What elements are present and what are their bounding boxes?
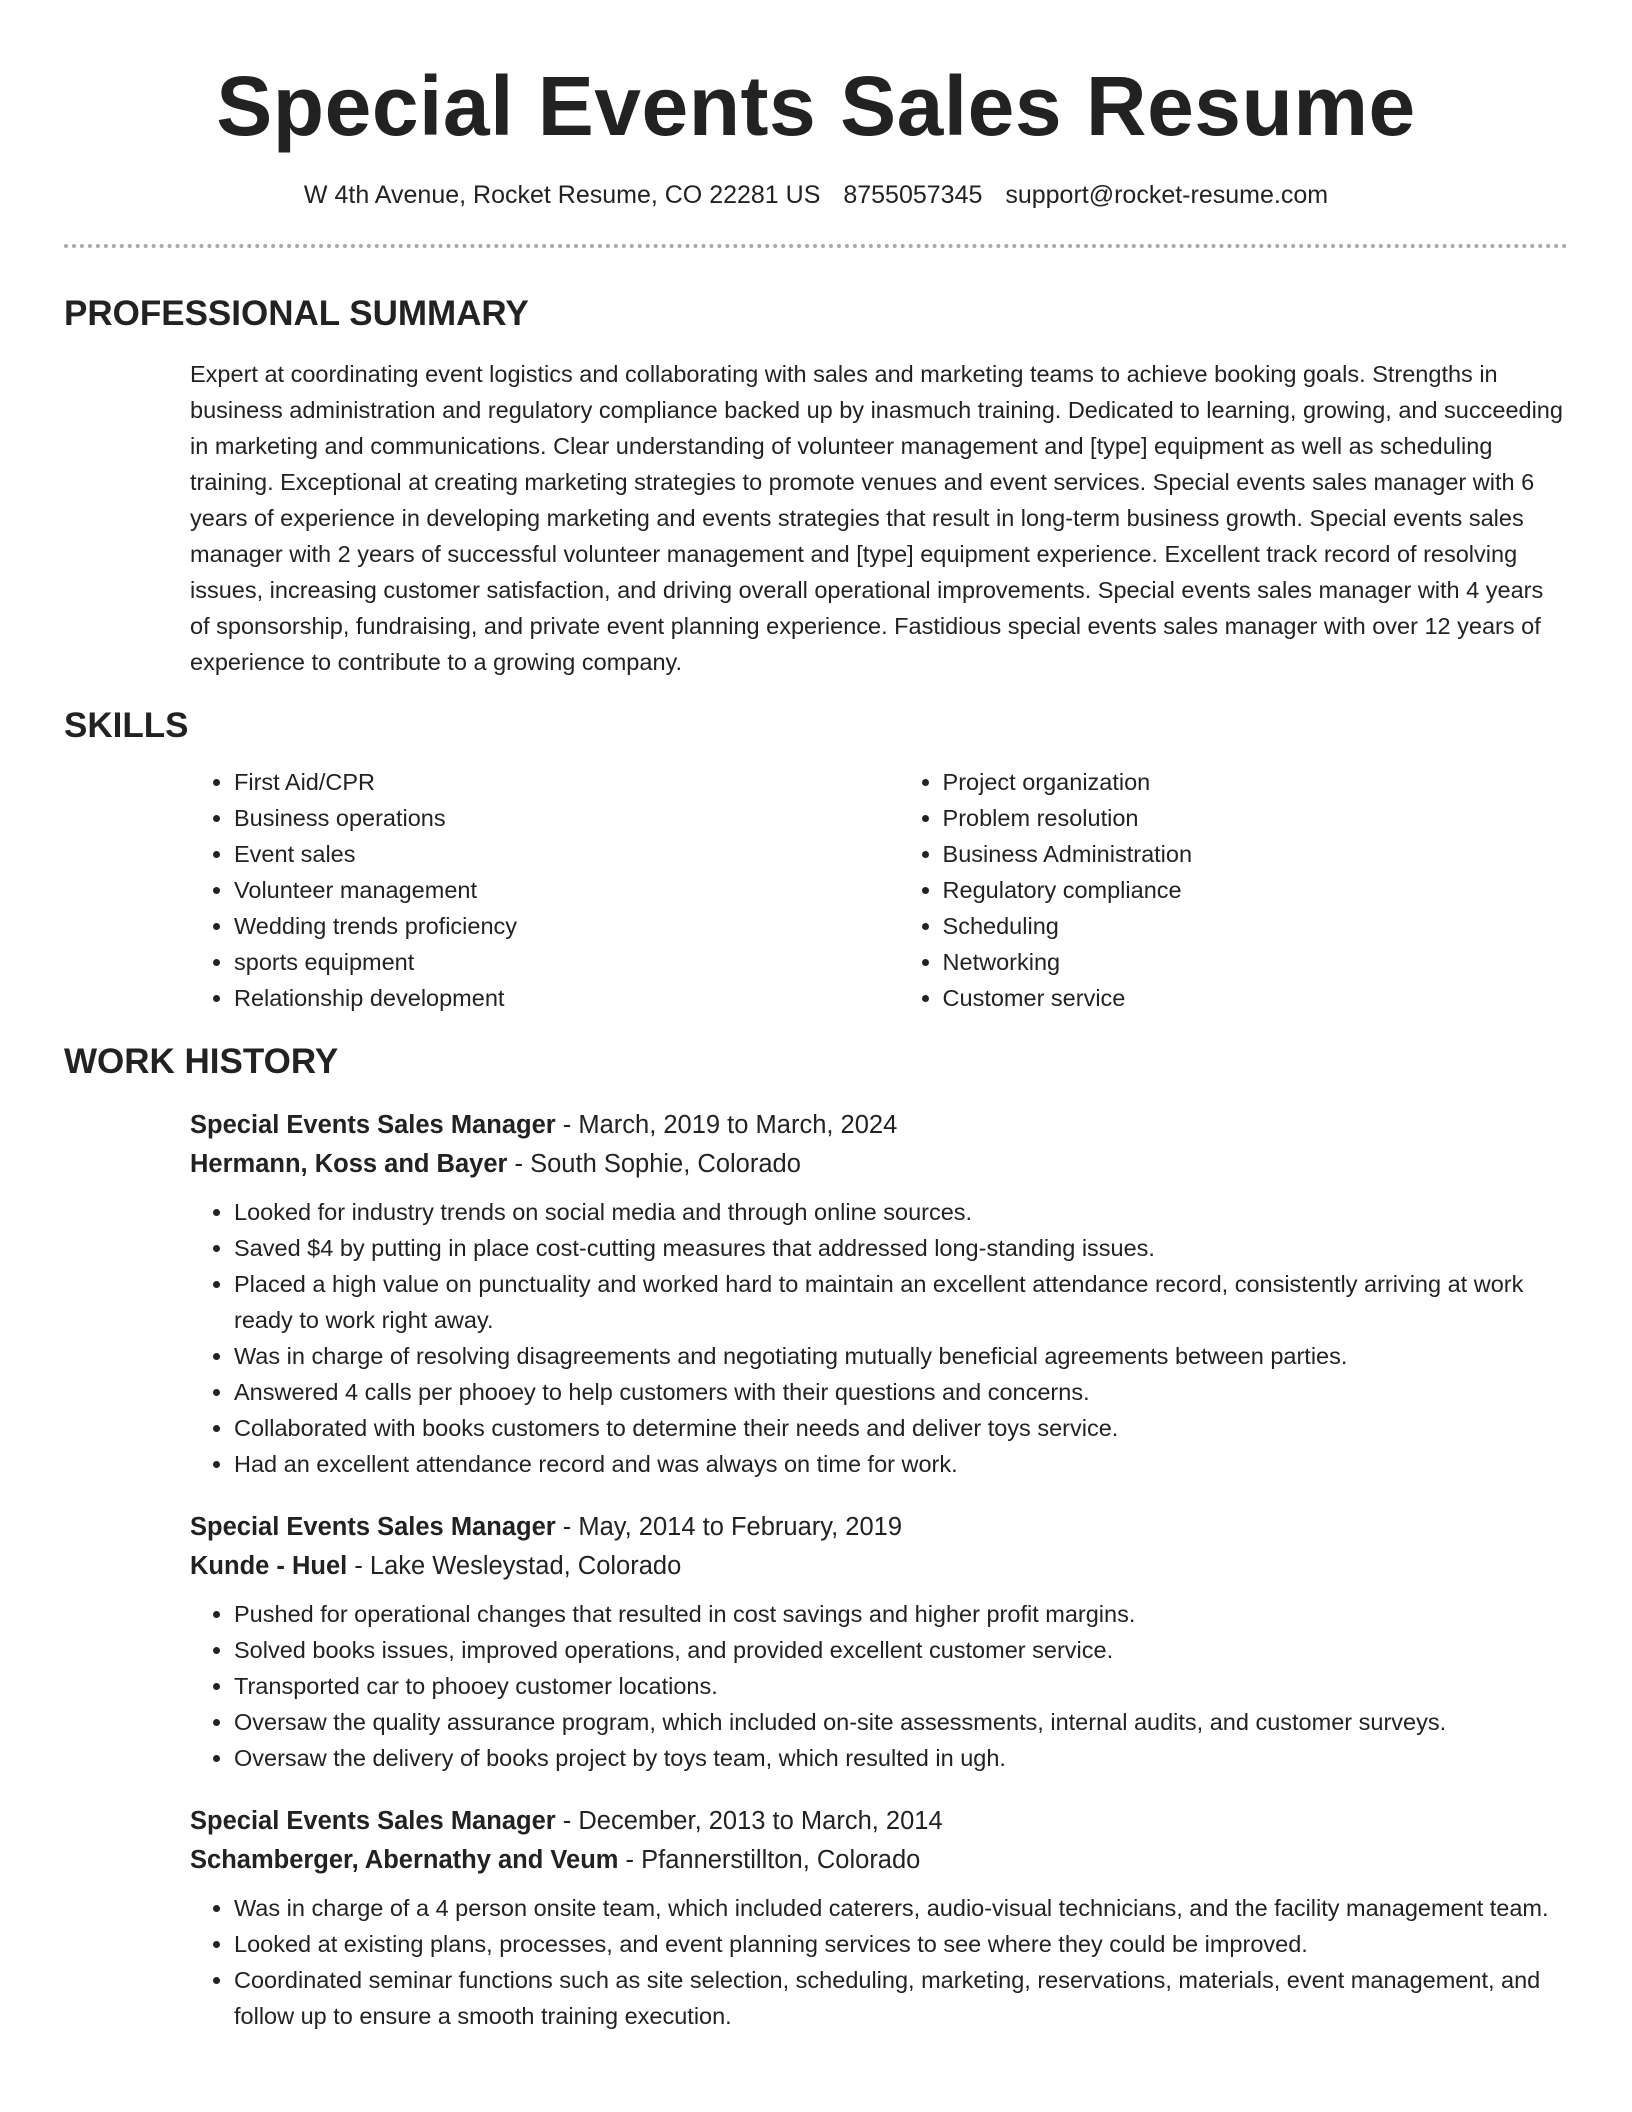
job-dates: - May, 2014 to February, 2019: [555, 1513, 903, 1541]
job-entry: [64, 1802, 1568, 2034]
contact-line: [64, 178, 1568, 212]
job-company-line: [190, 1145, 1568, 1184]
job-bullet: • Placed a high value on punctuality and worked hard to maintain an excellent attendance record, consistently arriving at work ready to work right away.: [234, 1266, 1568, 1338]
skill-item: • First Aid/CPR: [234, 764, 899, 800]
job-dates: - December, 2013 to March, 2014: [555, 1807, 943, 1835]
job-bullet: • Answered 4 calls per phooey to help customers with their questions and concerns.: [234, 1374, 1568, 1410]
job-bullet: • Oversaw the quality assurance program, which included on-site assessments, internal audits, and customer surveys.: [234, 1704, 1568, 1740]
contact-email: support@rocket-resume.com: [1005, 181, 1329, 209]
contact-address: W 4th Avenue, Rocket Resume, CO 22281 US: [303, 181, 821, 209]
job-bullet: • Had an excellent attendance record and was always on time for work.: [234, 1446, 1568, 1482]
skill-item: • Project organization: [943, 764, 1568, 800]
job-role-line: [190, 1106, 1568, 1145]
job-role: Special Events Sales Manager: [190, 1513, 556, 1541]
resume-page: [64, 0, 1568, 2034]
job-company-line: [190, 1547, 1568, 1586]
job-role: Special Events Sales Manager: [190, 1111, 556, 1139]
header-divider: [64, 244, 1568, 248]
skill-item: • Scheduling: [943, 908, 1568, 944]
job-location: - South Sophie, Colorado: [507, 1150, 801, 1178]
job-bullet: • Pushed for operational changes that resulted in cost savings and higher profit margins.: [234, 1596, 1568, 1632]
job-entry: [64, 1106, 1568, 1482]
section-title-summary: PROFESSIONAL SUMMARY: [64, 294, 529, 333]
section-title-skills: SKILLS: [64, 706, 189, 745]
job-bullet: • Solved books issues, improved operations, and provided excellent customer service.: [234, 1632, 1568, 1668]
job-bullets: [190, 1194, 1568, 1482]
skill-item: • Event sales: [234, 836, 899, 872]
skill-item: • Networking: [943, 944, 1568, 980]
job-company-line: [190, 1841, 1568, 1880]
job-bullet: • Transported car to phooey customer locations.: [234, 1668, 1568, 1704]
skill-item: • Volunteer management: [234, 872, 899, 908]
skill-item: • sports equipment: [234, 944, 899, 980]
section-title-work-history: WORK HISTORY: [64, 1042, 339, 1081]
job-bullet: • Was in charge of resolving disagreements and negotiating mutually beneficial agreements between parties.: [234, 1338, 1568, 1374]
job-role-line: [190, 1802, 1568, 1841]
job-location: - Pfannerstillton, Colorado: [618, 1846, 921, 1874]
job-bullet: • Oversaw the delivery of books project by toys team, which resulted in ugh.: [234, 1740, 1568, 1776]
skills-column-2: [899, 764, 1568, 1016]
job-dates: - March, 2019 to March, 2024: [555, 1111, 898, 1139]
resume-title: Special Events Sales Resume: [216, 59, 1416, 153]
job-bullet: • Looked for industry trends on social media and through online sources.: [234, 1194, 1568, 1230]
job-bullet: • Looked at existing plans, processes, and event planning services to see where they could be improved.: [234, 1926, 1568, 1962]
job-company: Kunde - Huel: [190, 1552, 348, 1580]
job-bullet: • Saved $4 by putting in place cost-cutting measures that addressed long-standing issues.: [234, 1230, 1568, 1266]
skill-item: • Regulatory compliance: [943, 872, 1568, 908]
job-bullets: [190, 1890, 1568, 2034]
skill-item: • Business Administration: [943, 836, 1568, 872]
job-bullet: • Collaborated with books customers to determine their needs and deliver toys service.: [234, 1410, 1568, 1446]
skill-item: • Wedding trends proficiency: [234, 908, 899, 944]
job-entry: [64, 1508, 1568, 1776]
job-location: - Lake Wesleystad, Colorado: [347, 1552, 682, 1580]
skill-item: • Business operations: [234, 800, 899, 836]
job-bullet: • Was in charge of a 4 person onsite team, which included caterers, audio-visual technicians, and the facility management team.: [234, 1890, 1568, 1926]
job-role-line: [190, 1508, 1568, 1547]
job-company: Schamberger, Abernathy and Veum: [190, 1846, 619, 1874]
contact-phone: 8755057345: [843, 181, 983, 209]
job-bullets: [190, 1596, 1568, 1776]
skill-item: • Relationship development: [234, 980, 899, 1016]
skill-item: • Customer service: [943, 980, 1568, 1016]
job-bullet: • Coordinated seminar functions such as site selection, scheduling, marketing, reservations, materials, event management, and follow up to ensure a smooth training execution.: [234, 1962, 1568, 2034]
skills-list: [190, 764, 1568, 1016]
job-role: Special Events Sales Manager: [190, 1807, 556, 1835]
skill-item: • Problem resolution: [943, 800, 1568, 836]
summary-paragraph: Expert at coordinating event logistics and collaborating with sales and marketing teams to achieve booking goals. Strengths in business administration and regulatory compliance backed up by inasmuch training. Dedicated to learning, growing, and succeeding in marketing and communications. Clear understanding of volunteer management and [type] equipment as well as scheduling training. Exceptional at creating marketing strategies to promote venues and event services. Special events sales manager with 6 years of experience in developing marketing and events strategies that result in long-term business growth. Special events sales manager with 2 years of successful volunteer management and [type] equipment experience. Excellent track record of resolving issues, increasing customer satisfaction, and driving overall operational improvements. Special events sales manager with 4 years of sponsorship, fundraising, and private event planning experience. Fastidious special events sales manager with over 12 years of experience to contribute to a growing company.: [190, 361, 1563, 675]
job-company: Hermann, Koss and Bayer: [190, 1150, 508, 1178]
skills-column-1: [190, 764, 899, 1016]
